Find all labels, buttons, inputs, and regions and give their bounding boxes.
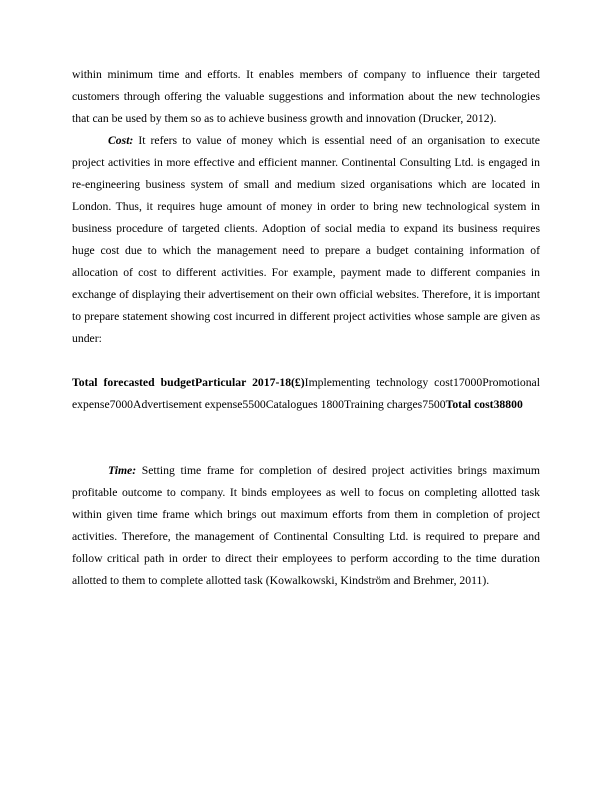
paragraph-intro: within minimum time and efforts. It enables members of company to influence their targeted customers through offering the valuable suggestions and information about the new technologies that can be used by them so as to achieve business growth and innovation (Drucker, 2012). <box>72 68 540 125</box>
budget-total-label: Total cost <box>445 398 494 411</box>
budget-items: Implementing technology cost17000Promotional expense7000Advertisement expense5500Catalogues 1800Training charges7500 <box>72 376 540 411</box>
cost-label: Cost: <box>108 134 134 147</box>
document-page <box>72 64 540 592</box>
budget-table-text <box>72 372 540 416</box>
budget-particular-header: Particular 2017-18(£) <box>195 376 305 389</box>
budget-total-value: 38800 <box>493 398 523 411</box>
time-label: Time: <box>108 464 137 477</box>
cost-text: It refers to value of money which is essential need of an organisation to execute project activities in more effective and efficient manner. Continental Consulting Ltd. is engaged in re-engineering business system of small and medium sized organisations which are located in London. Thus, it requires huge amount of money in order to bring new technological system in business procedure of targeted clients. Adoption of social media to expand its business requires huge cost due to which the management need to prepare a budget containing information of allocation of cost to different activities. For example, payment made to different companies in exchange of displaying their advertisement on their own official websites. Therefore, it is important to prepare statement showing cost incurred in different project activities whose sample are given as under: <box>72 134 540 345</box>
time-text: Setting time frame for completion of desired project activities brings maximum profitable outcome to company. It binds employees as well to focus on completing allotted task within given time frame which brings out maximum efforts from them in completion of project activities. Therefore, the management of Continental Consulting Ltd. is required to prepare and follow critical path in order to direct their employees to perform according to the time duration allotted to them to complete allotted task (Kowalkowski, Kindström and Brehmer, 2011). <box>72 464 540 587</box>
paragraph-cost <box>72 130 540 350</box>
budget-title: Total forecasted budget <box>72 376 196 389</box>
paragraph-time <box>72 460 540 592</box>
